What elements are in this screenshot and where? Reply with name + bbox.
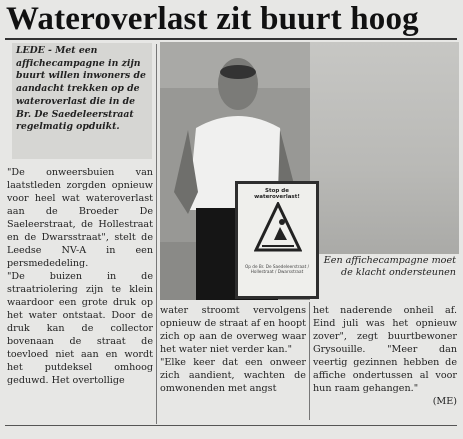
column-2 [160, 304, 306, 418]
lead-paragraph: LEDE - Met een affichecampagne in zijn buurt willen inwoners de aandacht trekken op de wateroverlast die in de Br. De Saedeleerstraat regelmatig opduikt. [12, 43, 152, 159]
poster-sign [235, 181, 319, 299]
bottom-rule [5, 425, 457, 426]
author-signature: (ME) [432, 396, 457, 407]
photo-caption: Een affichecampagne moet de klacht ondersteunen [323, 255, 456, 278]
column-3-paragraph-1: het naderende onheil af. Eind juli was het opnieuw zover", zegt buurtbewoner Grysouille. "Meer dan veertig gezinnen hebben de affiche ondertussen al voor hun raam gehangen." [313, 305, 457, 394]
headline-rule [5, 38, 457, 40]
column-divider-1 [156, 44, 157, 424]
column-1-paragraph-2: "De buizen in de straatriolering zijn te klein waardoor een grote druk op het water ontstaat. Door de druk kan de collector bovenaan de straat de toevloed niet aan en wordt het putdeksel omhoog geduwd. Het overtollige [7, 271, 153, 386]
warning-triangle-icon [254, 202, 302, 254]
headline: Wateroverlast zit buurt hoog [6, 1, 419, 37]
column-2-paragraph-2: "Elke keer dat een onweer zich aandient, wachten de omwonenden met angst [160, 357, 306, 394]
column-divider-2 [309, 302, 310, 420]
column-1 [7, 166, 153, 417]
next-article-strip [0, 432, 463, 439]
photo-street [310, 42, 459, 254]
poster-footer: Op de Br. De Saedeleerstraat / Hollestraat / Dwarsstraat [245, 264, 309, 274]
column-2-paragraph-1: water stroomt vervolgens opnieuw de straat af en hoopt zich op aan de overweg waar het water niet verder kan." [160, 305, 306, 355]
poster-title: Stop de wateroverlast! [254, 188, 300, 200]
column-3 [313, 304, 457, 420]
column-1-paragraph-1: "De onweersbuien van laatstleden zorgden opnieuw voor heel wat wateroverlast aan de Broeder De Saeleerstraat, de Hollestraat en de Dwarsstraat", stelt de Leedse NV-A in een persmededeling. [7, 167, 153, 269]
